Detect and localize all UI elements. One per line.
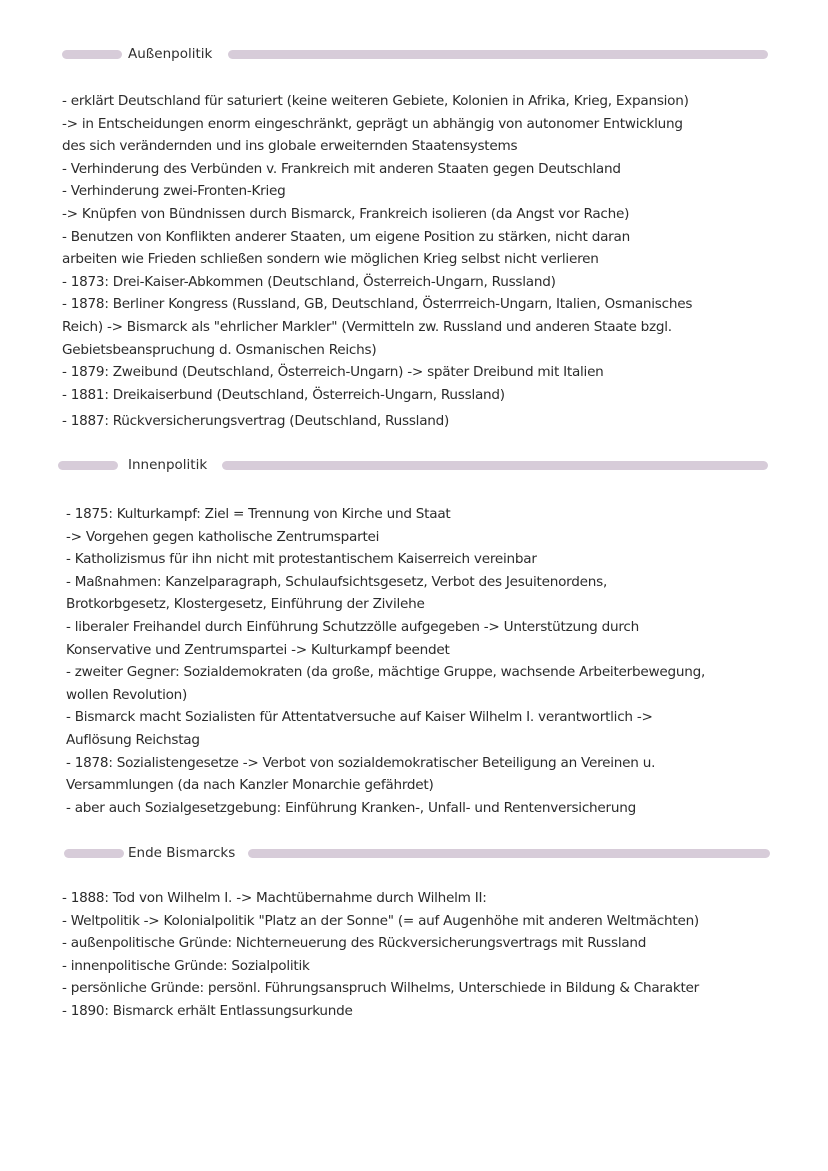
text-line: - zweiter Gegner: Sozialdemokraten (da große, mächtige Gruppe, wachsende Arbeiterbewegung,: [66, 664, 706, 681]
heading-accent-bar-right: [248, 849, 770, 858]
text-line: Brotkorbgesetz, Klostergesetz, Einführung der Zivilehe: [66, 596, 425, 613]
heading-accent-bar-right: [222, 461, 768, 470]
text-line: - 1873: Drei-Kaiser-Abkommen (Deutschland, Österreich-Ungarn, Russland): [62, 273, 556, 290]
text-line: des sich verändernden und ins globale erweiternden Staatensystems: [62, 138, 518, 155]
section-heading-row: [0, 44, 828, 64]
text-line: - Katholizismus für ihn nicht mit protestantischem Kaiserreich vereinbar: [66, 551, 537, 568]
text-line: - 1890: Bismarck erhält Entlassungsurkunde: [62, 1002, 353, 1019]
text-line: -> Vorgehen gegen katholische Zentrumspartei: [66, 528, 380, 545]
text-line: - Maßnahmen: Kanzelparagraph, Schulaufsichtsgesetz, Verbot des Jesuitenordens,: [66, 573, 608, 590]
section-heading: Ende Bismarcks: [128, 845, 236, 861]
text-line: - erklärt Deutschland für saturiert (keine weiteren Gebiete, Kolonien in Afrika, Krieg, Expansion): [62, 93, 689, 109]
text-line: - persönliche Gründe: persönl. Führungsanspruch Wilhelms, Unterschiede in Bildung & Charakter: [62, 980, 699, 997]
text-line: - 1888: Tod von Wilhelm I. -> Machtübernahme durch Wilhelm II:: [62, 890, 487, 906]
section-lines: [66, 503, 786, 819]
text-line: -> in Entscheidungen enorm eingeschränkt, geprägt un abhängig von autonomer Entwicklung: [62, 115, 683, 132]
text-line: - innenpolitische Gründe: Sozialpolitik: [62, 957, 310, 974]
section-heading-row: [0, 455, 828, 475]
section-lines: [62, 887, 782, 1023]
section-heading: Innenpolitik: [128, 457, 208, 473]
text-line: - Verhinderung zwei-Fronten-Krieg: [62, 183, 286, 200]
heading-accent-bar-right: [228, 50, 768, 59]
text-line: wollen Revolution): [66, 686, 188, 703]
text-line: - 1875: Kulturkampf: Ziel = Trennung von Kirche und Staat: [66, 506, 451, 522]
text-line: arbeiten wie Frieden schließen sondern wie möglichen Krieg selbst nicht verlieren: [62, 251, 599, 268]
text-line: Gebietsbeanspruchung d. Osmanischen Reichs): [62, 341, 377, 358]
text-line: - Verhinderung des Verbünden v. Frankreich mit anderen Staaten gegen Deutschland: [62, 160, 621, 177]
section-heading: Außenpolitik: [128, 46, 213, 62]
heading-accent-bar-left: [58, 461, 118, 470]
text-line: - liberaler Freihandel durch Einführung Schutzzölle aufgegeben -> Unterstützung durch: [66, 618, 640, 635]
section-lines: [62, 90, 782, 433]
section-heading-row: [0, 843, 828, 863]
text-line: - Weltpolitik -> Kolonialpolitik "Platz an der Sonne" (= auf Augenhöhe mit anderen Weltmächten): [62, 912, 699, 929]
heading-accent-bar-left: [64, 849, 124, 858]
text-line: - außenpolitische Gründe: Nichterneuerung des Rückversicherungsvertrags mit Russland: [62, 935, 647, 952]
text-line: -> Knüpfen von Bündnissen durch Bismarck, Frankreich isolieren (da Angst vor Rache): [62, 205, 630, 222]
text-line: - 1887: Rückversicherungsvertrag (Deutschland, Russland): [62, 413, 450, 430]
text-line: - Benutzen von Konflikten anderer Staaten, um eigene Position zu stärken, nicht daran: [62, 228, 630, 245]
text-line: - 1878: Berliner Kongress (Russland, GB, Deutschland, Österrreich-Ungarn, Italien, Osmanisches: [62, 296, 693, 313]
text-line: - 1878: Sozialistengesetze -> Verbot von sozialdemokratischer Beteiligung an Vereinen u.: [66, 754, 656, 771]
text-line: - Bismarck macht Sozialisten für Attentatversuche auf Kaiser Wilhelm I. verantwortlich ->: [66, 709, 653, 726]
text-line: Konservative und Zentrumspartei -> Kulturkampf beendet: [66, 641, 450, 658]
text-line: Reich) -> Bismarck als "ehrlicher Markler" (Vermitteln zw. Russland und anderen Staate bzgl.: [62, 318, 672, 335]
heading-accent-bar-left: [62, 50, 122, 59]
text-line: - aber auch Sozialgesetzgebung: Einführung Kranken-, Unfall- und Rentenversicherung: [66, 799, 636, 816]
text-line: - 1881: Dreikaiserbund (Deutschland, Österreich-Ungarn, Russland): [62, 386, 505, 403]
text-line: Versammlungen (da nach Kanzler Monarchie gefährdet): [66, 777, 434, 794]
text-line: - 1879: Zweibund (Deutschland, Österreich-Ungarn) -> später Dreibund mit Italien: [62, 364, 604, 381]
text-line: Auflösung Reichstag: [66, 731, 200, 748]
